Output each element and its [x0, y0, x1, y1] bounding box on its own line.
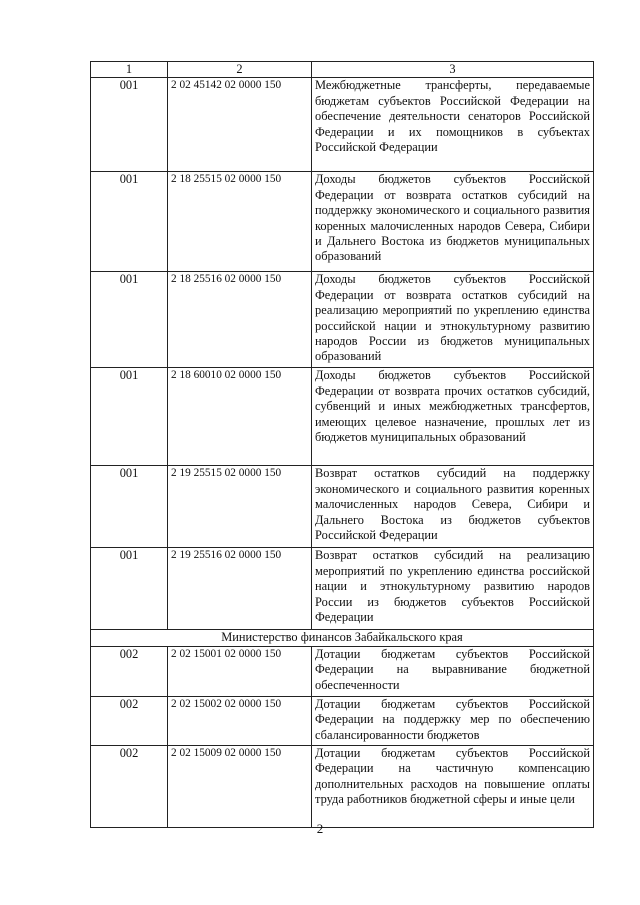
- revenue-description: Доходы бюджетов субъектов Российской Федерации от возврата остатков субсидий на поддержку экономического и социального развития коренных малочисленных народов Севера, Сибири и Дальнего Востока из бюджетов муниципальных образований: [312, 172, 594, 272]
- admin-code: 001: [91, 272, 168, 368]
- table-row: [91, 646, 594, 696]
- admin-code: 001: [91, 78, 168, 172]
- admin-code: 002: [91, 696, 168, 745]
- revenue-code: 2 18 25516 02 0000 150: [168, 272, 312, 368]
- table-row: [91, 272, 594, 368]
- admin-code: 002: [91, 646, 168, 696]
- revenue-description: Доходы бюджетов субъектов Российской Федерации от возврата остатков субсидий на реализацию мероприятий по укреплению единства российской нации и этнокультурному развитию народов России из бюджетов муниципальных образований: [312, 272, 594, 368]
- column-header: 3: [312, 62, 594, 78]
- table-row: [91, 368, 594, 466]
- revenue-code: 2 19 25515 02 0000 150: [168, 466, 312, 548]
- admin-code: 001: [91, 548, 168, 630]
- revenue-code: 2 18 60010 02 0000 150: [168, 368, 312, 466]
- column-header: 2: [168, 62, 312, 78]
- revenue-description: Дотации бюджетам субъектов Российской Федерации на поддержку мер по обеспечению сбалансированности бюджетов: [312, 696, 594, 745]
- revenue-description: Возврат остатков субсидий на поддержку экономического и социального развития коренных малочисленных народов Севера, Сибири и Дальнего Востока из бюджетов субъектов Российской Федерации: [312, 466, 594, 548]
- admin-code: 001: [91, 172, 168, 272]
- revenue-code: 2 19 25516 02 0000 150: [168, 548, 312, 630]
- section-title: Министерство финансов Забайкальского края: [91, 630, 594, 646]
- table-row: [91, 466, 594, 548]
- revenue-code: 2 02 15002 02 0000 150: [168, 696, 312, 745]
- table-header-row: [91, 62, 594, 78]
- revenue-description: Межбюджетные трансферты, передаваемые бюджетам субъектов Российской Федерации на обеспечение деятельности сенаторов Российской Федерации и их помощников в субъектах Российской Федерации: [312, 78, 594, 172]
- admin-code: 001: [91, 466, 168, 548]
- section-header-row: [91, 630, 594, 646]
- page-number: 2: [316, 821, 324, 836]
- table-row: [91, 172, 594, 272]
- table-row: [91, 745, 594, 827]
- revenue-code: 2 18 25515 02 0000 150: [168, 172, 312, 272]
- revenue-codes-table: [90, 61, 594, 828]
- revenue-description: Доходы бюджетов субъектов Российской Федерации от возврата прочих остатков субсидий, субвенций и иных межбюджетных трансфертов, имеющих целевое назначение, прошлых лет из бюджетов муниципальных образований: [312, 368, 594, 466]
- revenue-description: Дотации бюджетам субъектов Российской Федерации на выравнивание бюджетной обеспеченности: [312, 646, 594, 696]
- revenue-description: Дотации бюджетам субъектов Российской Федерации на частичную компенсацию дополнительных расходов на повышение оплаты труда работников бюджетной сферы и иные цели: [312, 745, 594, 827]
- column-header: 1: [91, 62, 168, 78]
- table-row: [91, 78, 594, 172]
- table-row: [91, 696, 594, 745]
- revenue-code: 2 02 45142 02 0000 150: [168, 78, 312, 172]
- admin-code: 002: [91, 745, 168, 827]
- revenue-code: 2 02 15001 02 0000 150: [168, 646, 312, 696]
- revenue-description: Возврат остатков субсидий на реализацию мероприятий по укреплению единства российской нации и этнокультурному развитию народов России из бюджетов субъектов Российской Федерации: [312, 548, 594, 630]
- revenue-code: 2 02 15009 02 0000 150: [168, 745, 312, 827]
- admin-code: 001: [91, 368, 168, 466]
- table-row: [91, 548, 594, 630]
